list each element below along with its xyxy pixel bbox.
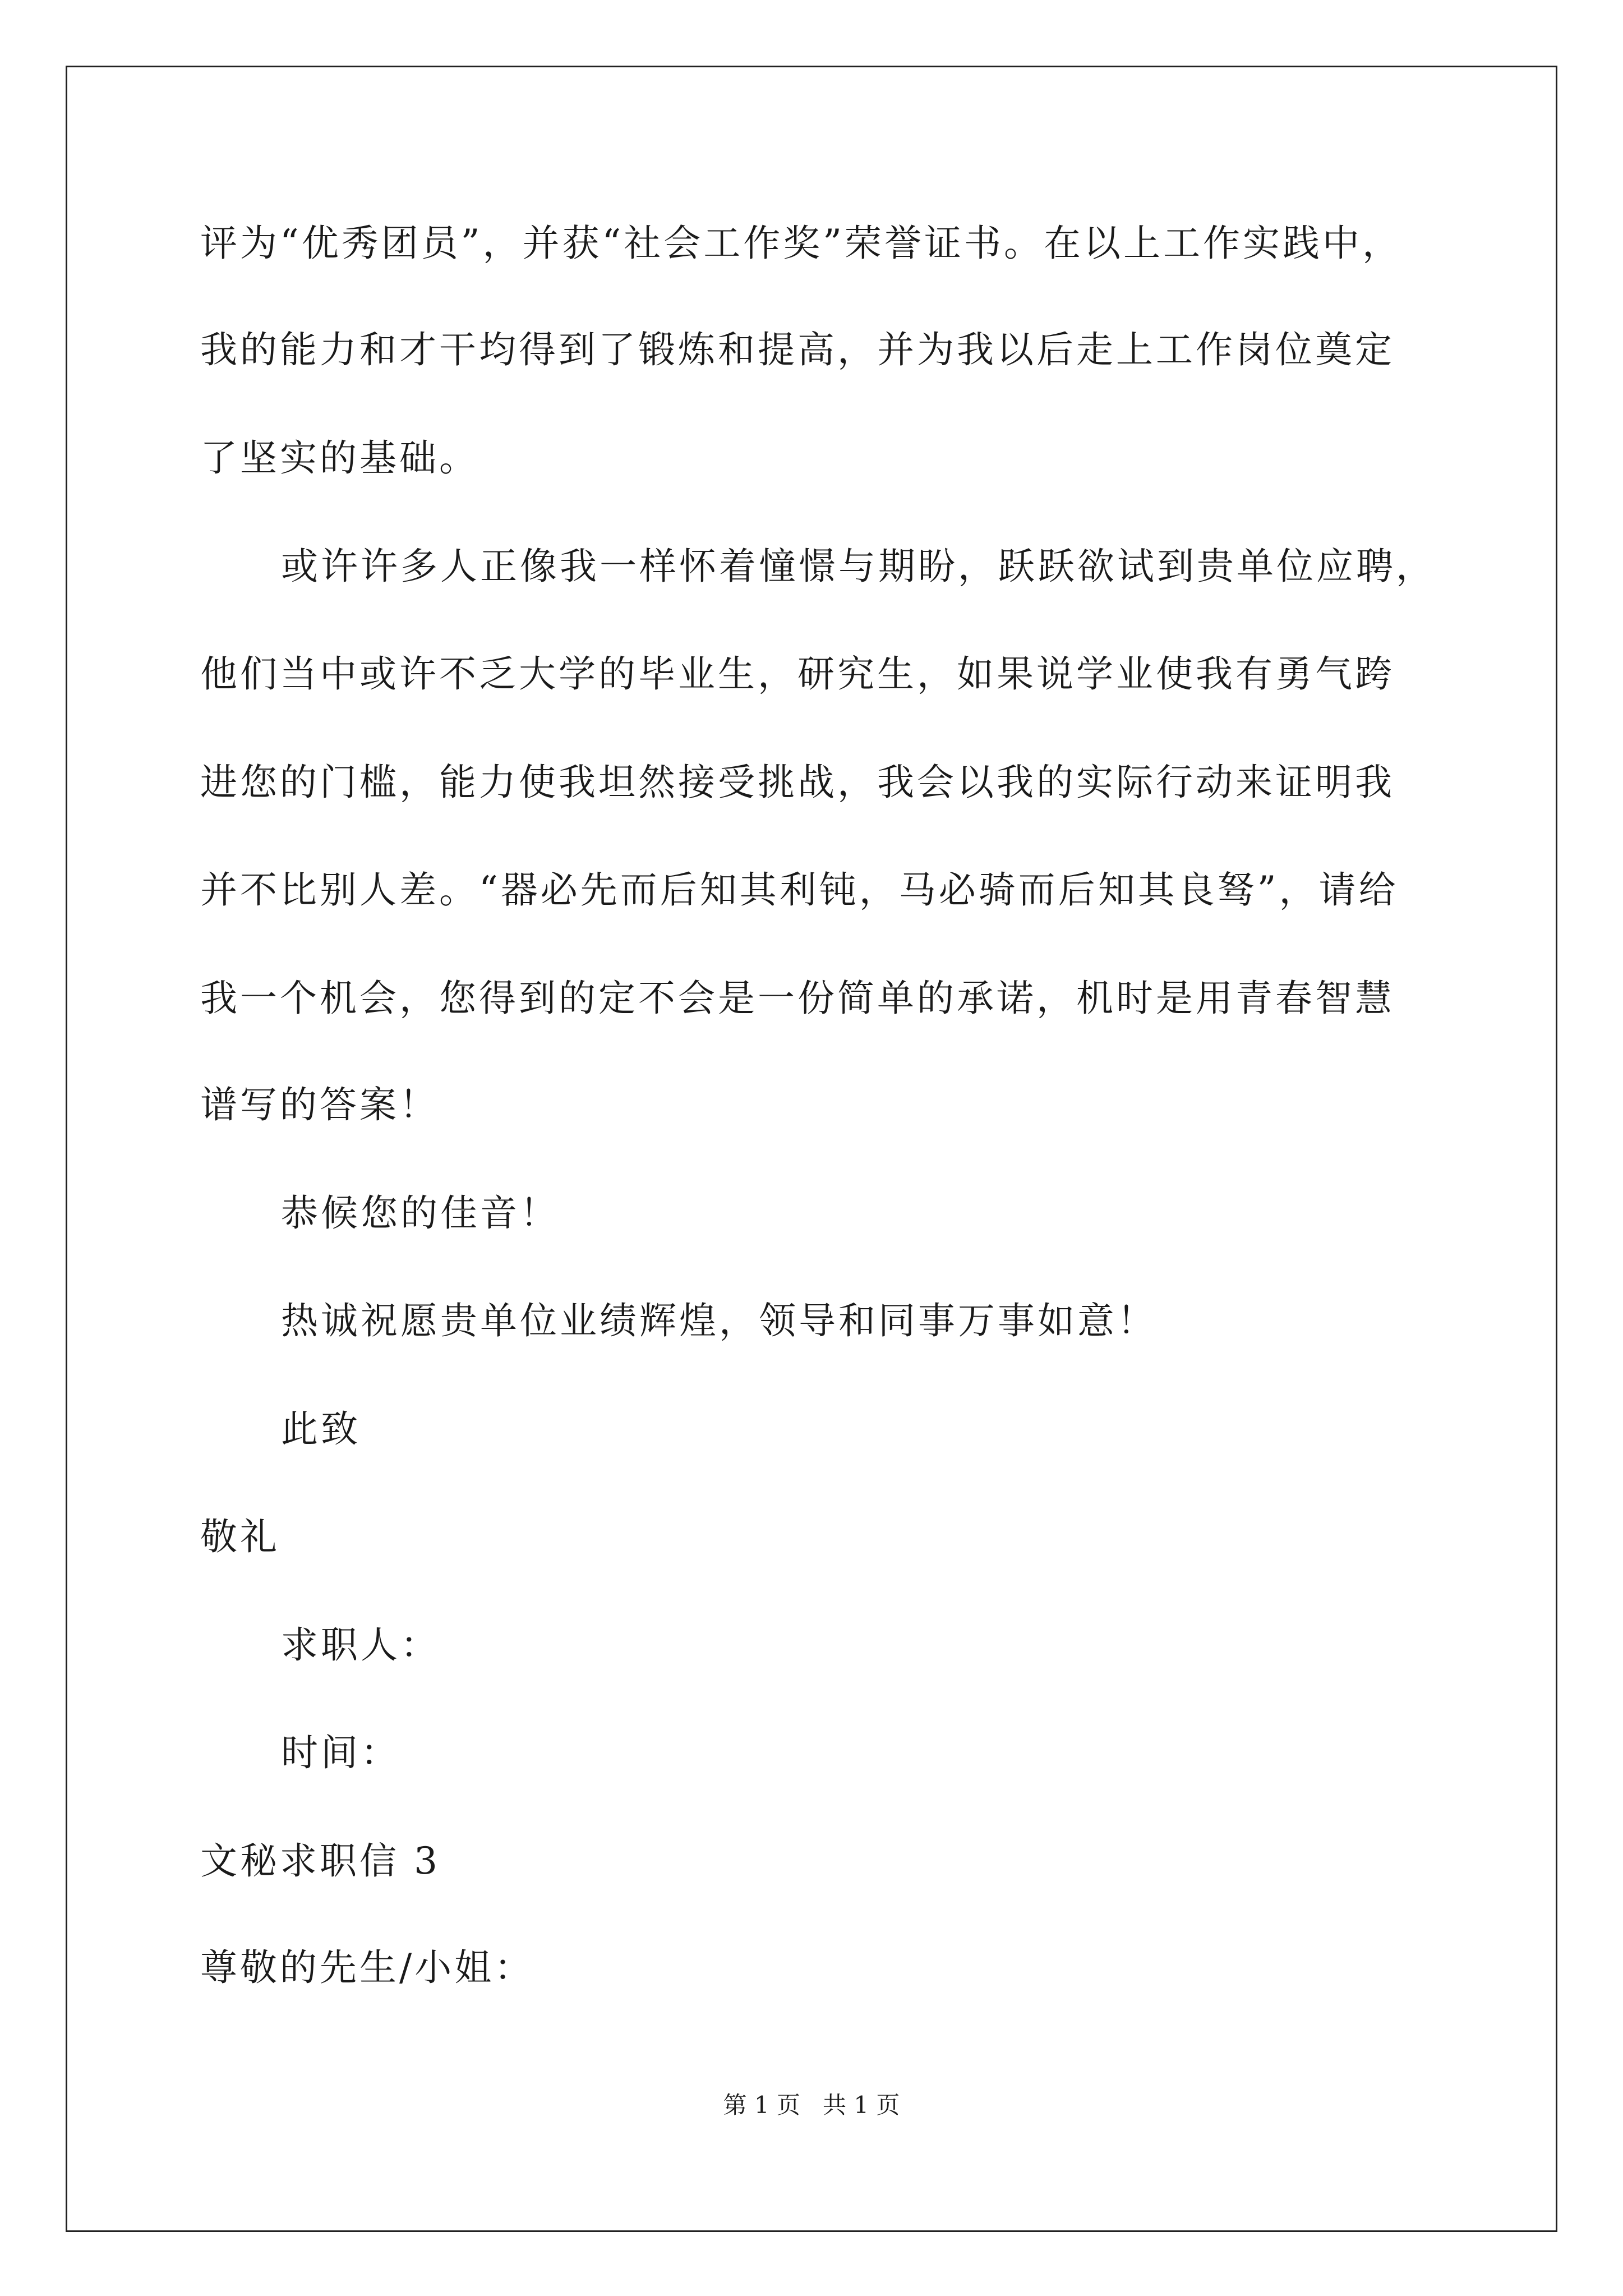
salutation-jingli: 敬礼 [200,1515,280,1558]
page-border [66,66,1557,2232]
date-label: 时间： [281,1731,400,1774]
body-line-8: 我一个机会，您得到的定不会是一份简单的承诺，机时是用青春智慧 [200,977,1395,1020]
body-line-1: 评为“优秀团员”，并获“社会工作奖”荣誉证书。在以上工作实践中， [200,222,1402,265]
body-line-4: 或许许多人正像我一样怀着憧憬与期盼，跃跃欲试到贵单位应聘， [281,545,1436,588]
applicant-label: 求职人： [281,1623,440,1667]
section-title: 文秘求职信 3 [200,1839,440,1883]
salutation-cizhi: 此致 [281,1407,361,1451]
body-line-3: 了坚实的基础。 [200,436,479,480]
closing-line-2: 热诚祝愿贵单位业绩辉煌，领导和同事万事如意！ [281,1299,1157,1342]
closing-line-1: 恭候您的佳音！ [281,1191,560,1235]
body-line-7: 并不比别人差。“器必先而后知其利钝，马必骑而后知其良驽”，请给 [200,868,1399,912]
body-line-9: 谱写的答案！ [200,1083,439,1126]
greeting-line: 尊敬的先生/小姐： [200,1946,534,1989]
body-line-6: 进您的门槛，能力使我坦然接受挑战，我会以我的实际行动来证明我 [200,761,1395,804]
page-number-current: 第 1 页 [723,2091,800,2119]
page-footer [0,2091,1623,2119]
body-line-5: 他们当中或许不乏大学的毕业生，研究生，如果说学业使我有勇气跨 [200,652,1395,696]
page-number-total: 共 1 页 [823,2091,900,2119]
body-line-2: 我的能力和才干均得到了锻炼和提高，并为我以后走上工作岗位奠定 [200,328,1395,371]
